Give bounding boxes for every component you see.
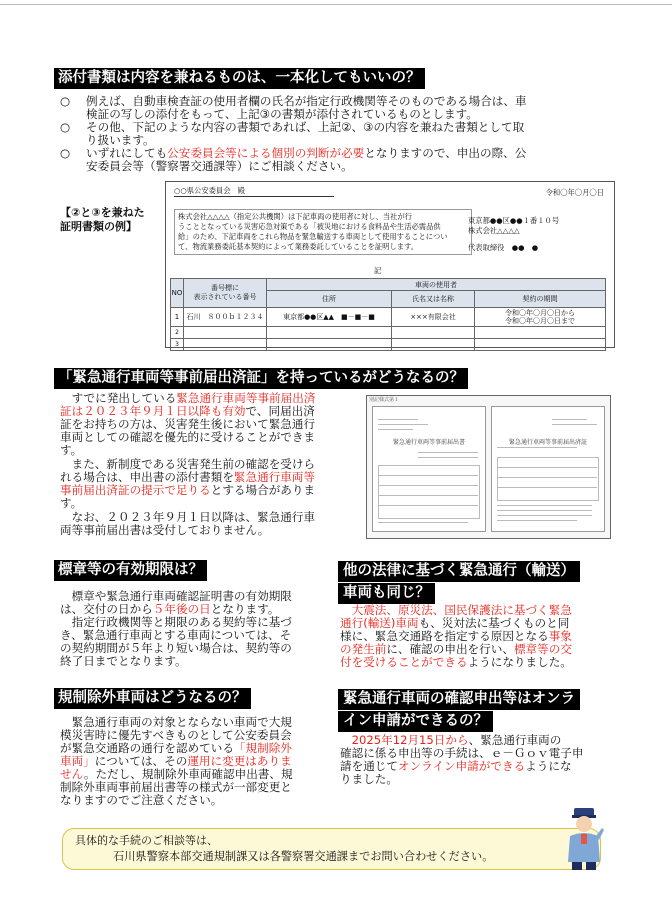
text-segment: りました。 (340, 772, 398, 786)
paragraph-1 (60, 392, 360, 457)
section-heading-prior-notification: 「緊急通行車両等事前届出済証」を持っているがどうなるの？ (54, 368, 468, 389)
item-1: ○ 例えば、自動車検査証の使用者欄の氏名が指定行政機関等そのものである場合は、車 検証の写しの添付をもって、上記③の書類が添付されているものとします。 (60, 94, 527, 121)
section-heading-attachments: 添付書類は内容を兼ねるものは、一本化してもいいの？ (54, 68, 425, 89)
table-row: 1 石川 ８００ｂ１２３４ 東京都●●区▲▲ ■－■－■ ×××有限会社 令和〇年〇月〇日から 令和〇年〇月〇日まで (171, 308, 606, 327)
sample-addressee: ○○県公安委員会 殿 (174, 186, 334, 197)
text-segment (340, 733, 352, 747)
text-segment: 「規制除外 (233, 741, 292, 755)
sample-issuer: 東京都●●区●●１番１０号 株式会社△△△△ 代表取締役 ●● ● (468, 216, 560, 252)
example-label: 【②と③を兼ねた 証明書類の例】 (60, 206, 145, 233)
paragraph-3: なお、２０２３年９月１日以降は、緊急通行車 両等事前届出書は受付しておりません。 (60, 510, 316, 537)
text-segment: 標章等の交 (513, 642, 572, 656)
text-segment: 緊急通行車両等事前届出済 (176, 391, 316, 405)
section-validity-body (60, 590, 330, 668)
text-segment: すでに発出している (60, 391, 177, 405)
section-online-body (340, 734, 610, 786)
section-heading-validity: 標章等の有効期限は？ (54, 560, 207, 581)
text-segment: は、交付の日から (60, 602, 153, 616)
text-segment: なりますのでご注意ください。 (60, 793, 223, 807)
text-segment: ようになりました。 (467, 655, 572, 669)
text-segment: 2025年12月15日から (351, 733, 469, 747)
text-segment: 車両としての確認を優先的に受けることができま (60, 430, 316, 444)
item-3: ○ いずれにしても公安委員会等による個別の判断が必要となりますので、申出の際、公 安委員会等（警察署交通課等）にご相談ください。 (60, 146, 527, 173)
paragraph-1 (60, 590, 330, 616)
police-officer-icon (564, 806, 604, 872)
text-segment: れる場合は、申出書の添付書類を (60, 470, 234, 484)
text-segment: の発生前 (340, 642, 387, 656)
text-segment: 事象 (548, 629, 572, 643)
form-application: 緊急通行車両等事前届出書 (372, 406, 486, 532)
table-row: 3 (171, 339, 606, 351)
text-segment: 、緊急通行車両の (468, 733, 562, 747)
text-segment: に、確認の申出を行い、 (386, 642, 514, 656)
text-segment: オンライン申請ができる (397, 759, 526, 773)
section-heading-exempt-vehicles: 規制除外車両はどうなるの？ (54, 688, 251, 709)
text-segment (340, 603, 352, 617)
section-heading-other-laws: 他の法律に基づく緊急通行（輸送） 車両も同じ？ (338, 560, 580, 604)
text-segment: 事前届出済証の提示で足りる (60, 483, 211, 497)
text-segment: も、災対法に基づくものと同 (418, 616, 570, 630)
text-segment: せん (60, 767, 84, 781)
text-segment: 付を受けることができる (340, 655, 468, 669)
text-segment: 様に、緊急交通路を指定する原因となる (340, 629, 549, 643)
top-rule (0, 4, 672, 5)
text-segment: 証は２０２３年９月１日以降も有効 (60, 404, 246, 418)
text-segment: 緊急通行車両等 (233, 470, 316, 484)
sample-table: NO 番号標に 表示されている番号 車両の使用者 住所 氏名又は名称 契約の期間 1 石川 ８００ｂ１２３４ 東京都●●区▲▲ ■－■－■ ×××有限会社 令和〇年〇月〇日から 令和〇年〇月〇日まで 2 3 (170, 278, 606, 351)
paragraph-2: 指定行政機関等と期限のある契約等に基づ き、緊急通行車両とする車両については、そ の契約期間が５年より短い場合は、契約等の 終了日までとなります。 (60, 615, 292, 668)
section-heading-online: 緊急通行車両の確認申出等はオンラ イン申請ができるの？ (338, 688, 580, 732)
sample-date: 令和〇年〇月〇日 (545, 188, 604, 197)
text-segment: す。 (60, 443, 83, 457)
section-prior-notification-body (60, 392, 360, 537)
section-exempt-vehicles-body (60, 716, 340, 807)
text-segment: 模災害時に優先すべきものとして公安委員会 (60, 728, 292, 742)
item-2: ○ その他、下記のような内容の書類であれば、上記②、③の内容を兼ねた書類として取 り扱います。 (60, 120, 525, 147)
text-segment: 緊急通行車両の対象とならない車両で大規 (60, 715, 292, 729)
text-segment: とする場合がありま (210, 483, 316, 497)
text-segment: 制除外車両事前届出書等の様式が一部変更と (60, 780, 292, 794)
text-segment: 請を通じて (340, 759, 398, 773)
text-segment: 標章や緊急通行車両確認証明書の有効期限 (60, 589, 292, 603)
text-segment: 。ただし、規制除外車両確認申出書、規 (83, 767, 293, 781)
section-other-laws-body (340, 604, 610, 669)
text-segment: 大震法、原災法、国民保護法に基づく緊急 (351, 603, 572, 617)
text-segment: 確認に係る申出等の手続は、ｅ－Ｇｏｖ電子申 (340, 746, 584, 760)
text-segment: また、新制度である災害発生前の確認を受けら (60, 457, 316, 471)
contact-footer: 具体的な手続のご相談等は、 石川県警察本部交通規制課又は各警察署交通課までお問い合わせください。 (62, 828, 601, 870)
form-certificate: 緊急通行車両等事前届出済証 (491, 406, 605, 532)
text-segment: については、その (94, 754, 188, 768)
sample-forms-image: 別記様式第１ 緊急通行車両等事前届出書 緊急通行車両等事前届出済証 (366, 395, 611, 539)
text-segment: 証をお持ちの方は、災害発生後において緊急通行 (60, 417, 316, 431)
text-segment: が緊急交通路の通行を認めている (60, 741, 234, 755)
table-row: 2 (171, 327, 606, 339)
section-attachments-body (60, 95, 620, 173)
text-segment: 運用に変更はありま (187, 754, 292, 768)
text-segment: 通行(輸送)車両 (340, 616, 419, 630)
text-segment: となります。 (210, 602, 280, 616)
paragraph-2 (60, 458, 360, 510)
sample-certificate (165, 181, 615, 348)
text-segment: 車両」 (60, 754, 95, 768)
sample-ki: 記 (374, 266, 382, 275)
sample-body: 株式会社△△△△（指定公共機関）は下記車両の使用者に対し、当社が行 うこととなっている災害応急対策である「被災地における食料品や生活必需品供 給」のため、下記車両をこれら物品を緊急輸送する車両として使用することについ て、物流業務委託基本契約によって業務委託していることを証明します。 (174, 209, 472, 255)
text-segment: す。 (60, 496, 83, 510)
text-segment: ５年後の日 (152, 602, 211, 616)
text-segment: で、同届出済 (245, 404, 315, 418)
text-segment: ようにな (525, 759, 572, 773)
